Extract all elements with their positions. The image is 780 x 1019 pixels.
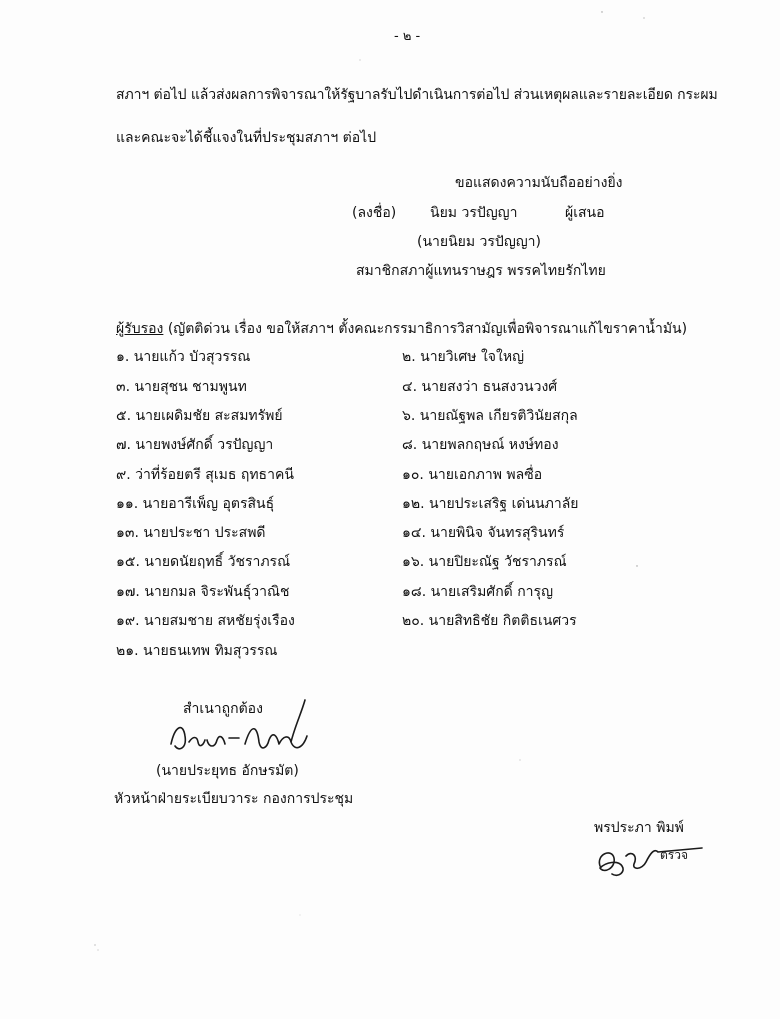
supporter-item: ๔. นายสงว่า ธนสงวนวงศ์ — [402, 379, 558, 395]
supporter-item: ๑๗. นายกมล จิระพันธุ์วาณิช — [116, 584, 290, 600]
supporter-item: ๑๐. นายเอกภาพ พลซื่อ — [402, 467, 543, 483]
supporter-item: ๑๔. นายพินิจ จันทรสุรินทร์ — [402, 525, 565, 541]
supporter-item: ๑๙. นายสมชาย สหชัยรุ่งเรือง — [116, 613, 295, 629]
checked-label: ตรวจ — [660, 848, 689, 862]
page-number: - ๒ - — [394, 29, 421, 44]
supporter-item: ๑๒. นายประเสริฐ เด่นนภาลัย — [402, 496, 579, 512]
certifier-position: หัวหน้าฝ่ายระเบียบวาระ กองการประชุม — [114, 791, 354, 807]
supporter-item: ๓. นายสุชน ชามพูนท — [116, 379, 247, 395]
supporter-item: ๑. นายแก้ว บัวสุวรรณ — [116, 349, 251, 365]
checker-signature — [592, 836, 712, 880]
supporter-item: ๗. นายพงษ์ศักดิ์ วรปัญญา — [116, 437, 274, 453]
typist-name: พรประภา พิมพ์ — [594, 820, 684, 836]
closing-salutation: ขอแสดงความนับถืออย่างยิ่ง — [455, 175, 623, 191]
supporter-item: ๑๑. นายอารีเพ็ญ อุตรสินธุ์ — [116, 496, 275, 512]
signed-prefix: (ลงชื่อ) — [352, 205, 397, 221]
supporter-item: ๖. นายณัฐพล เกียรติวินัยสกุล — [402, 408, 578, 424]
supporter-item: ๑๕. นายดนัยฤทธิ์ วัชราภรณ์ — [116, 554, 291, 570]
proposer-full-name: (นายนิยม วรปัญญา) — [417, 234, 541, 250]
certified-copy-label: สำเนาถูกต้อง — [183, 701, 263, 717]
supporter-item: ๙. ว่าที่ร้อยตรี สุเมธ ฤทธาคนี — [116, 467, 294, 483]
body-paragraph-line-1: สภาฯ ต่อไป แล้วส่งผลการพิจารณาให้รัฐบาลรับไปดำเนินการต่อไป ส่วนเหตุผลและรายละเอียด กระผม — [116, 87, 718, 103]
supporter-item: ๑๘. นายเสริมศักดิ์ การุญ — [402, 584, 553, 600]
body-paragraph-line-2: และคณะจะได้ชี้แจงในที่ประชุมสภาฯ ต่อไป — [116, 130, 377, 146]
supporter-item: ๑๖. นายปิยะณัฐ วัชราภรณ์ — [402, 554, 567, 570]
certifier-name: (นายประยุทธ อักษรมัต) — [156, 763, 299, 779]
supporter-item: ๒๑. นายธนเทพ ทิมสุวรรณ — [116, 643, 278, 659]
supporter-item: ๒๐. นายสิทธิชัย กิตติธเนศวร — [402, 613, 577, 629]
supporter-item: ๘. นายพลกฤษณ์ หงษ์ทอง — [402, 437, 559, 453]
supporter-item: ๒. นายวิเศษ ใจใหญ่ — [402, 349, 525, 365]
proposer-position: สมาชิกสภาผู้แทนราษฎร พรรคไทยรักไทย — [356, 263, 606, 279]
supporters-heading — [116, 320, 687, 338]
supporters-heading-label: ผู้รับรอง — [116, 321, 164, 337]
certifier-signature — [165, 696, 325, 766]
supporters-heading-subject: (ญัตติด่วน เรื่อง ขอให้สภาฯ ตั้งคณะกรรมาธิการวิสามัญเพื่อพิจารณาแก้ไขราคาน้ำมัน) — [163, 321, 688, 337]
proposer-role: ผู้เสนอ — [565, 205, 605, 221]
supporter-item: ๑๓. นายประชา ประสพดี — [116, 525, 266, 541]
supporter-item: ๕. นายเผดิมชัย สะสมทรัพย์ — [116, 408, 283, 424]
proposer-signed-name: นิยม วรปัญญา — [430, 205, 518, 221]
